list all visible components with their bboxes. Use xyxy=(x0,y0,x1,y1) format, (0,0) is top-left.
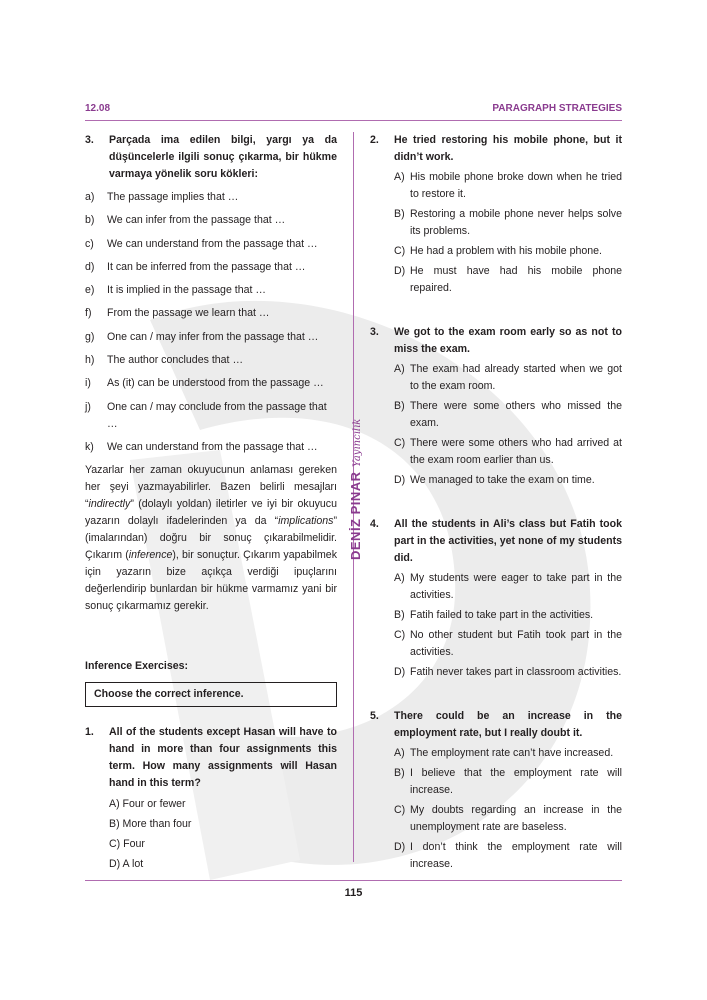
list-item xyxy=(85,375,337,392)
question-text: He tried restoring his mobile phone, but it didn’t work. xyxy=(394,134,622,163)
question-number: 2. xyxy=(370,134,379,146)
chapter-code: 12.08 xyxy=(85,103,111,114)
item-letter: i) xyxy=(85,377,91,390)
item-letter: e) xyxy=(85,284,95,297)
item-letter: f) xyxy=(85,307,92,320)
intro-question xyxy=(85,132,337,183)
item-letter: j) xyxy=(85,400,91,413)
exercise-question-3 xyxy=(370,324,622,489)
list-item xyxy=(85,236,337,253)
answer-option[interactable]: B) I believe that the employment rate will increase. xyxy=(394,767,622,796)
item-text: We can infer from the passage that … xyxy=(107,214,286,227)
answer-option[interactable]: A) Four or fewer xyxy=(109,798,186,811)
explanation-paragraph: Yazarlar her zaman okuyucunun anlaması gereken her şeyi yazmayabilirler. Bazen belirli mesajları “indirectly” (dolaylı yoldan) iletirler ve iyi bir okuyucu yazarın dolaylı ifadelerinden ya da “implications” (imalarından) doğru bir sonuç çıkarabilmelidir. Çıkarım (inference), bir sonuçtur. Çıkarım yapabilmek için yazarın bize açıkça verdiği ipuçlarını değerlendirip bunlardan bir hükme varmamız yani bir sonuç çıkarmamız gerekir. xyxy=(85,464,337,613)
exercise-question-1 xyxy=(85,724,337,873)
answer-option[interactable]: A) My students were eager to take part in the activities. xyxy=(394,572,622,601)
question-text: Parçada ima edilen bilgi, yargı ya da düşüncelerle ilgili sonuç çıkarma, bir hükme varmaya yönelik soru kökleri: xyxy=(109,134,337,180)
exercise-question-4 xyxy=(370,516,622,681)
question-number: 3. xyxy=(370,326,379,338)
answer-option[interactable]: C) He had a problem with his mobile phone. xyxy=(394,245,602,257)
right-column xyxy=(370,132,622,876)
list-item xyxy=(85,282,337,299)
exercise-title: Inference Exercises: xyxy=(85,660,189,673)
instruction-box: Choose the correct inference. xyxy=(85,682,337,707)
answer-option[interactable]: D) He must have had his mobile phone repaired. xyxy=(394,265,622,294)
item-text: From the passage we learn that … xyxy=(107,307,270,320)
answer-option[interactable]: C) No other student but Fatih took part in the activities. xyxy=(394,629,622,658)
item-letter: a) xyxy=(85,191,95,203)
answer-option[interactable]: D) I don’t think the employment rate will increase. xyxy=(394,841,622,870)
answer-option[interactable]: A) The employment rate can’t have increased. xyxy=(394,747,614,759)
answer-option[interactable]: C) There were some others who had arrived at the exam room earlier than us. xyxy=(394,437,622,466)
answer-option[interactable]: A) His mobile phone broke down when he tried to restore it. xyxy=(394,171,622,200)
page-number: 115 xyxy=(344,887,363,899)
list-item xyxy=(85,399,337,433)
list-item xyxy=(85,189,337,206)
item-text: It is implied in the passage that … xyxy=(107,284,266,297)
list-item xyxy=(85,212,337,229)
question-number: 3. xyxy=(85,134,94,146)
answer-options xyxy=(85,796,337,873)
item-letter: k) xyxy=(85,440,94,453)
item-letter: b) xyxy=(85,214,95,227)
list-item xyxy=(85,305,337,322)
question-text: All the students in Ali’s class but Fatih took part in the activities, yet none of my students did. xyxy=(394,518,622,564)
answer-option[interactable]: B) There were some others who missed the exam. xyxy=(394,400,622,429)
list-item xyxy=(85,259,337,276)
item-text: The passage implies that … xyxy=(107,191,239,203)
answer-option[interactable]: B) Fatih failed to take part in the activities. xyxy=(394,609,594,621)
page-header xyxy=(85,103,622,117)
answer-option[interactable]: D) We managed to take the exam on time. xyxy=(394,474,595,486)
item-letter: g) xyxy=(85,330,95,343)
answer-option[interactable]: B) More than four xyxy=(109,818,192,831)
answer-option[interactable]: D) Fatih never takes part in classroom activities. xyxy=(394,666,622,678)
item-text: One can / may infer from the passage that … xyxy=(107,330,319,343)
question-text: There could be an increase in the employment rate, but I really doubt it. xyxy=(394,710,622,739)
item-text: The author concludes that … xyxy=(107,354,244,367)
answer-option[interactable]: C) My doubts regarding an increase in the unemployment rate are baseless. xyxy=(394,804,622,833)
question-text: We got to the exam room early so as not to miss the exam. xyxy=(394,326,622,355)
question-number: 4. xyxy=(370,518,379,530)
answer-option[interactable]: C) Four xyxy=(109,838,145,851)
brand-subtitle: Yayıncılık xyxy=(352,418,363,467)
item-letter: c) xyxy=(85,237,94,250)
answer-option[interactable]: B) Restoring a mobile phone never helps solve its problems. xyxy=(394,208,622,237)
exercise-question-2 xyxy=(370,132,622,297)
list-item xyxy=(85,352,337,369)
section-title: PARAGRAPH STRATEGIES xyxy=(492,103,622,114)
question-stem-list xyxy=(85,189,337,456)
item-text: We can understand from the passage that … xyxy=(107,237,318,250)
item-letter: d) xyxy=(85,260,95,273)
item-letter: h) xyxy=(85,354,95,367)
item-text: It can be inferred from the passage that … xyxy=(107,260,306,273)
answer-option[interactable]: A) The exam had already started when we got to the exam room. xyxy=(394,363,622,392)
list-item xyxy=(85,439,337,456)
publisher-brand xyxy=(347,390,369,560)
footer-rule xyxy=(85,880,622,881)
item-text: We can understand from the passage that … xyxy=(107,440,318,453)
item-text: As (it) can be understood from the passage … xyxy=(107,377,324,390)
answer-option[interactable]: D) A lot xyxy=(109,858,144,871)
question-number: 5. xyxy=(370,710,379,722)
item-text: One can / may conclude from the passage that … xyxy=(107,400,327,430)
header-rule xyxy=(85,120,622,121)
question-number: 1. xyxy=(85,726,94,739)
list-item xyxy=(85,329,337,346)
left-column xyxy=(85,132,337,876)
exercise-question-5 xyxy=(370,708,622,873)
brand-name: DENİZ PINAR xyxy=(348,471,363,560)
question-text: All of the students except Hasan will have to hand in more than four assignments this term. How many assignments will Hasan hand in this term? xyxy=(109,726,337,790)
